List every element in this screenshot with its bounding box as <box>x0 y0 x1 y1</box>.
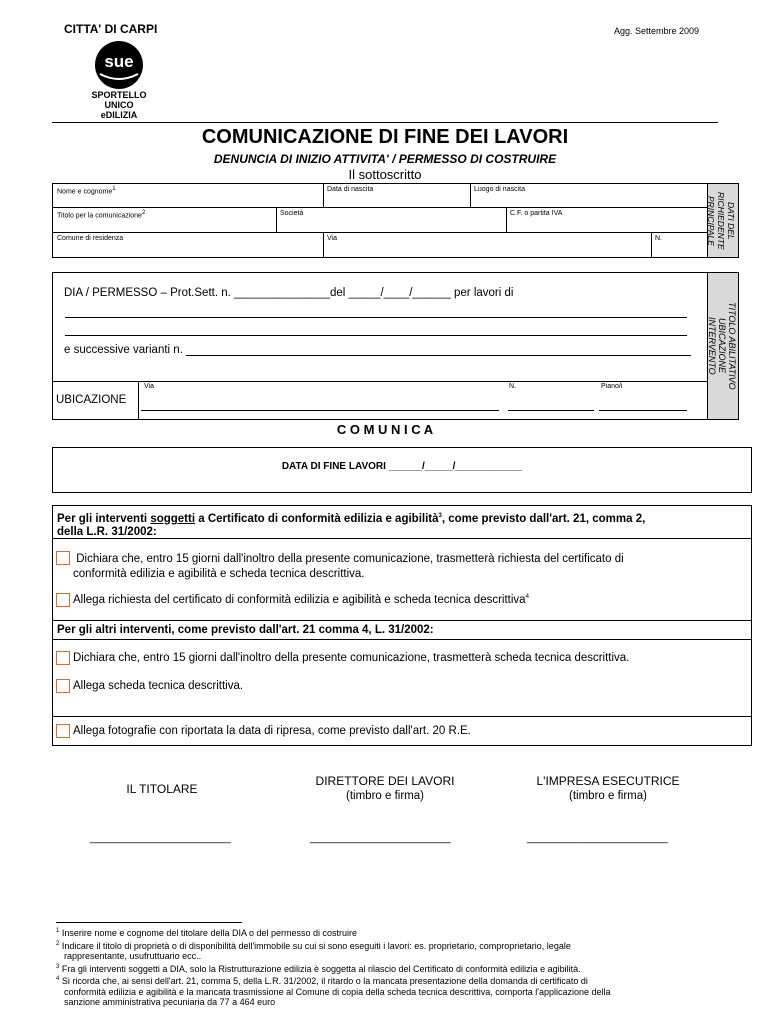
location-street-label: Via <box>144 383 154 390</box>
director-label: DIRETTORE DEI LAVORI (timbro e firma) <box>315 774 455 802</box>
owner-signature-line[interactable]: _______________________ <box>90 832 231 844</box>
page-title: COMUNICAZIONE DI FINE DEI LAVORI <box>201 126 569 148</box>
options-section <box>52 505 752 746</box>
update-date: Agg. Settembre 2009 <box>614 26 700 36</box>
applicant-side-label: DATI DEL RICHIEDENTE PRINCIPALE <box>706 192 736 250</box>
sue-logo-icon <box>94 40 144 90</box>
opt2-checkbox[interactable] <box>56 593 70 607</box>
opt2-text: Allega richiesta del certificato di conformità edilizia e agibilità e scheda tecnica descrittiva$^4$ <box>73 594 529 606</box>
location-street-input[interactable] <box>141 410 499 411</box>
location-label: UBICAZIONE <box>56 394 127 406</box>
title-field[interactable]: Titolo per la comunicazione$^2$ <box>57 210 146 220</box>
undersigned-label: Il sottoscritto <box>348 167 422 182</box>
footnote: sanzione amministrativa pecuniaria da 77 a 464 euro <box>64 997 276 1007</box>
location-floor-input[interactable] <box>599 410 687 411</box>
location-number-label: N. <box>509 383 516 390</box>
house-number-field[interactable]: N. <box>655 235 662 242</box>
opt1-checkbox[interactable] <box>56 551 70 565</box>
footnote: $^1$ Inserire nome e cognome del titolare della DIA o del permesso di costruire <box>56 928 358 938</box>
communicates-heading: C O M U N I C A <box>336 422 434 437</box>
applicant-section <box>52 183 739 258</box>
end-date-field[interactable]: DATA DI FINE LAVORI ______/_____/____________ <box>281 461 523 472</box>
city-name: CITTA' DI CARPI <box>64 22 158 36</box>
section1-heading: Per gli interventi soggetti a Certificato di conformità edilizia e agibilità$^3$, come previsto dall'art. 21, comma 2, della L.R. 31/2002: <box>57 512 646 538</box>
variants-label[interactable]: e successive varianti n. <box>64 344 183 356</box>
logo-caption-line: eDILIZIA <box>100 110 138 120</box>
director-signature-line[interactable]: _______________________ <box>310 832 451 844</box>
page-subtitle: DENUNCIA DI INIZIO ATTIVITA' / PERMESSO DI COSTRUIRE <box>213 152 557 166</box>
footnote: $^4$ Si ricorda che, ai sensi dell'art. 21, comma 5, della L.R. 31/2002, il ritardo o la mancata presentazione della domanda di certificato di <box>56 976 588 986</box>
photos-checkbox[interactable] <box>56 724 70 738</box>
section2-heading: Per gli altri interventi, come previsto dall'art. 21 comma 4, L. 31/2002: <box>57 624 434 636</box>
header-divider <box>52 122 718 123</box>
name-field[interactable]: Nome e cognome$^1$ <box>57 186 116 196</box>
logo-caption-line: UNICO <box>104 100 134 110</box>
footnote-divider <box>56 922 242 923</box>
permit-protocol-line[interactable]: DIA / PERMESSO – Prot.Sett. n. _______________del _____/____/______ per lavori di <box>64 287 514 299</box>
logo-caption <box>85 90 153 120</box>
company-label: L'IMPRESA ESECUTRICE (timbro e firma) <box>536 774 680 802</box>
owner-label: IL TITOLARE <box>126 782 198 796</box>
location-number-input[interactable] <box>508 410 594 411</box>
opt1-text: Dichiara che, entro 15 giorni dall'inoltro della presente comunicazione, trasmetterà richiesta del certificato di conformità edilizia e agibilità e scheda tecnica descrittiva. <box>73 553 624 580</box>
opt4-text: Allega scheda tecnica descrittiva. <box>73 680 244 692</box>
footnotes <box>56 926 736 1008</box>
permit-section <box>52 272 739 420</box>
footnote: $^3$ Fra gli interventi soggetti a DIA, solo la Ristrutturazione edilizia è soggetta al rilascio del Certificato di conformità edilizia e agibilità. <box>56 963 581 974</box>
tax-code-field[interactable]: C.F. o partita IVA <box>510 210 563 217</box>
company-field[interactable]: Società <box>280 210 304 217</box>
company-signature-line[interactable]: _______________________ <box>527 832 668 844</box>
permit-side-label: TITOLO ABILITATIVO UBICAZIONE INTERVENTO <box>707 302 737 390</box>
location-floor-label: Piano/i <box>601 383 623 390</box>
end-date-section <box>52 447 752 493</box>
residence-field[interactable]: Comune di residenza <box>57 235 124 242</box>
opt3-checkbox[interactable] <box>56 651 70 665</box>
opt4-checkbox[interactable] <box>56 679 70 693</box>
street-field[interactable]: Via <box>327 235 337 242</box>
birth-date-field[interactable]: Data di nascita <box>327 186 374 193</box>
footnote: $^2$ Indicare il titolo di proprietà o di disponibilità dell'immobile su cui si sono eseguiti i lavori: es. proprietario, comproprietario, legale <box>56 940 571 951</box>
footnote: conformità edilizia e agibilità e la mancata trasmissione al Comune di copia della scheda tecnica descrittiva, comporta l'applicazione della <box>64 986 611 997</box>
opt3-text: Dichiara che, entro 15 giorni dall'inoltro della presente comunicazione, trasmetterà scheda tecnica descrittiva. <box>73 652 630 664</box>
footnote: rappresentante, usufruttuario ecc.. <box>64 951 202 961</box>
logo-caption-line: SPORTELLO <box>91 90 147 100</box>
birth-place-field[interactable]: Luogo di nascita <box>474 186 525 193</box>
photos-text: Allega fotografie con riportata la data di ripresa, come previsto dall'art. 20 R.E. <box>73 725 471 737</box>
logo-text: sue <box>104 52 134 71</box>
